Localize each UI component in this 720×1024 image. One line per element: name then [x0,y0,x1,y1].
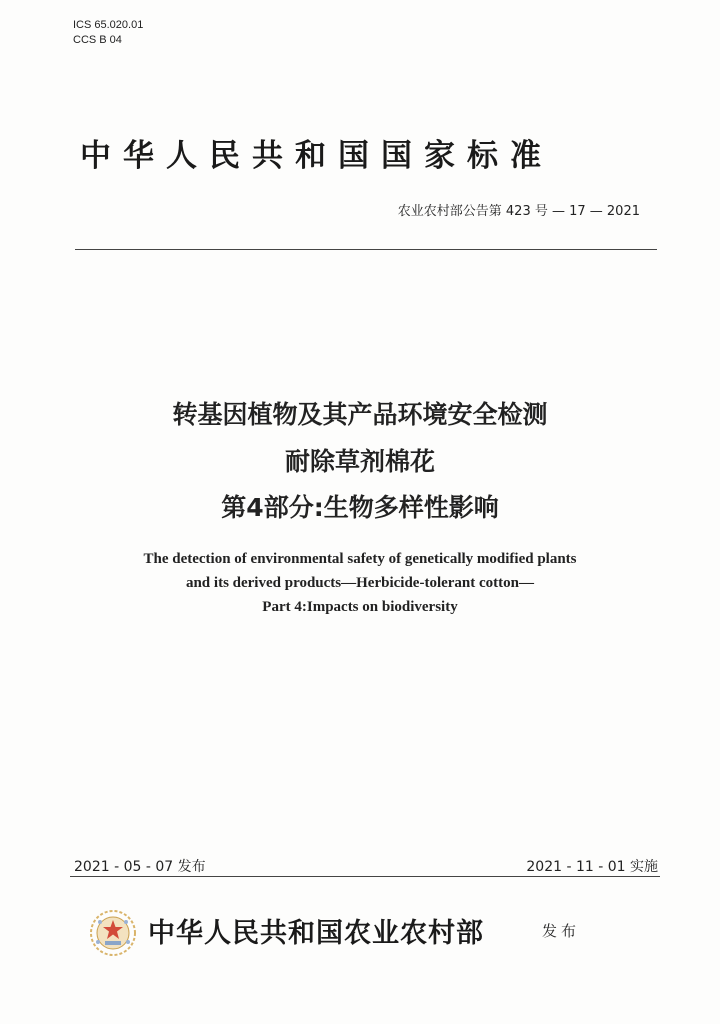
implementation-date: 2021 - 11 - 01 实施 [526,859,658,875]
national-emblem-icon [88,908,138,958]
standard-type-title: 中华人民共和国国家标准 [80,138,553,174]
issuer-publish-label: 发布 [542,922,581,940]
chinese-title-line-2: 耐除草剂棉花 [284,447,435,476]
issuing-authority: 中华人民共和国农业农村部 [148,918,484,949]
english-title-line-3: Part 4:Impacts on biodiversity [262,599,458,615]
english-title-line-1: The detection of environmental safety of genetically modified plants [143,551,577,567]
ccs-code: CCS B 04 [73,34,122,46]
issue-date: 2021 - 05 - 07 发布 [74,859,206,875]
chinese-title-line-1: 转基因植物及其产品环境安全检测 [172,400,548,429]
classification-codes [73,18,143,48]
ics-code: ICS 65.020.01 [73,19,144,31]
top-divider [75,249,657,250]
english-title-line-2: and its derived products—Herbicide-tolerant cotton— [185,575,535,591]
chinese-title-line-3: 第4部分:生物多样性影响 [221,493,499,522]
bottom-divider [70,876,660,877]
standard-number: 农业农村部公告第 423 号 — 17 — 2021 [397,204,640,219]
